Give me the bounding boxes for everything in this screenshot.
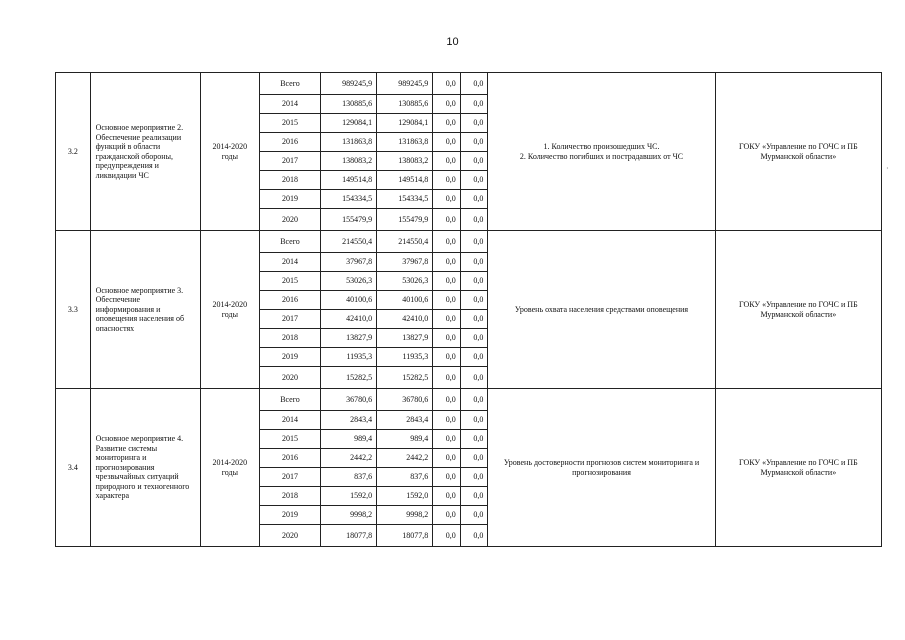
federal-value-cell: 0,0: [433, 329, 461, 348]
federal-value-cell: 0,0: [433, 253, 461, 272]
total-value-cell: 149514,8: [321, 171, 377, 190]
measure-period: 2014-2020 годы: [200, 231, 259, 389]
other-value-cell: 0,0: [460, 348, 488, 367]
federal-value-cell: 0,0: [433, 133, 461, 152]
year-cell: 2019: [259, 190, 320, 209]
year-cell: 2018: [259, 171, 320, 190]
regional-value-cell: 989245,9: [377, 73, 433, 95]
total-value-cell: 37967,8: [321, 253, 377, 272]
table-body: [56, 73, 882, 547]
regional-value-cell: 18077,8: [377, 525, 433, 547]
other-value-cell: 0,0: [460, 367, 488, 389]
year-cell: 2015: [259, 272, 320, 291]
total-value-cell: 2843,4: [321, 411, 377, 430]
other-value-cell: 0,0: [460, 525, 488, 547]
year-cell: 2017: [259, 152, 320, 171]
total-value-cell: 130885,6: [321, 95, 377, 114]
federal-value-cell: 0,0: [433, 152, 461, 171]
year-cell: 2018: [259, 487, 320, 506]
measure-title: Основное мероприятие 4. Развитие системы мониторинга и прогнозирования чрезвычайных ситуаций природного и техногенного характера: [90, 389, 200, 547]
year-cell: 2015: [259, 430, 320, 449]
year-cell: 2014: [259, 95, 320, 114]
page-number: 10: [446, 36, 459, 48]
regional-value-cell: 130885,6: [377, 95, 433, 114]
year-cell: Всего: [259, 389, 320, 411]
federal-value-cell: 0,0: [433, 525, 461, 547]
regional-value-cell: 149514,8: [377, 171, 433, 190]
total-value-cell: 131863,8: [321, 133, 377, 152]
total-value-cell: 155479,9: [321, 209, 377, 231]
other-value-cell: 0,0: [460, 329, 488, 348]
regional-value-cell: 36780,6: [377, 389, 433, 411]
federal-value-cell: 0,0: [433, 506, 461, 525]
year-cell: 2014: [259, 253, 320, 272]
regional-value-cell: 837,6: [377, 468, 433, 487]
other-value-cell: 0,0: [460, 449, 488, 468]
regional-value-cell: 138083,2: [377, 152, 433, 171]
year-cell: Всего: [259, 231, 320, 253]
other-value-cell: 0,0: [460, 171, 488, 190]
regional-value-cell: 155479,9: [377, 209, 433, 231]
other-value-cell: 0,0: [460, 73, 488, 95]
federal-value-cell: 0,0: [433, 291, 461, 310]
other-value-cell: 0,0: [460, 133, 488, 152]
federal-value-cell: 0,0: [433, 190, 461, 209]
regional-value-cell: 989,4: [377, 430, 433, 449]
regional-value-cell: 40100,6: [377, 291, 433, 310]
other-value-cell: 0,0: [460, 114, 488, 133]
measure-number: 3.3: [56, 231, 91, 389]
regional-value-cell: 15282,5: [377, 367, 433, 389]
federal-value-cell: 0,0: [433, 272, 461, 291]
federal-value-cell: 0,0: [433, 171, 461, 190]
indicator-cell: Уровень достоверности прогнозов систем мониторинга и прогнозирования: [488, 389, 715, 547]
margin-mark: ·: [886, 164, 889, 173]
total-value-cell: 214550,4: [321, 231, 377, 253]
table-row: [56, 231, 882, 253]
table-row: [56, 73, 882, 95]
regional-value-cell: 13827,9: [377, 329, 433, 348]
other-value-cell: 0,0: [460, 209, 488, 231]
federal-value-cell: 0,0: [433, 348, 461, 367]
regional-value-cell: 37967,8: [377, 253, 433, 272]
federal-value-cell: 0,0: [433, 114, 461, 133]
total-value-cell: 36780,6: [321, 389, 377, 411]
regional-value-cell: 214550,4: [377, 231, 433, 253]
year-cell: 2015: [259, 114, 320, 133]
other-value-cell: 0,0: [460, 272, 488, 291]
total-value-cell: 42410,0: [321, 310, 377, 329]
total-value-cell: 138083,2: [321, 152, 377, 171]
regional-value-cell: 131863,8: [377, 133, 433, 152]
measure-number: 3.2: [56, 73, 91, 231]
year-cell: 2016: [259, 449, 320, 468]
other-value-cell: 0,0: [460, 253, 488, 272]
total-value-cell: 18077,8: [321, 525, 377, 547]
regional-value-cell: 129084,1: [377, 114, 433, 133]
federal-value-cell: 0,0: [433, 310, 461, 329]
year-cell: 2016: [259, 291, 320, 310]
total-value-cell: 129084,1: [321, 114, 377, 133]
program-measures-table: [55, 72, 882, 547]
total-value-cell: 13827,9: [321, 329, 377, 348]
year-cell: 2019: [259, 348, 320, 367]
measure-period: 2014-2020 годы: [200, 389, 259, 547]
other-value-cell: 0,0: [460, 95, 488, 114]
year-cell: 2016: [259, 133, 320, 152]
regional-value-cell: 11935,3: [377, 348, 433, 367]
total-value-cell: 154334,5: [321, 190, 377, 209]
year-cell: 2020: [259, 209, 320, 231]
total-value-cell: 53026,3: [321, 272, 377, 291]
other-value-cell: 0,0: [460, 411, 488, 430]
other-value-cell: 0,0: [460, 506, 488, 525]
total-value-cell: 1592,0: [321, 487, 377, 506]
federal-value-cell: 0,0: [433, 430, 461, 449]
year-cell: 2014: [259, 411, 320, 430]
regional-value-cell: 9998,2: [377, 506, 433, 525]
other-value-cell: 0,0: [460, 487, 488, 506]
federal-value-cell: 0,0: [433, 231, 461, 253]
year-cell: 2020: [259, 525, 320, 547]
other-value-cell: 0,0: [460, 430, 488, 449]
year-cell: 2017: [259, 468, 320, 487]
regional-value-cell: 2442,2: [377, 449, 433, 468]
year-cell: 2018: [259, 329, 320, 348]
federal-value-cell: 0,0: [433, 411, 461, 430]
other-value-cell: 0,0: [460, 468, 488, 487]
federal-value-cell: 0,0: [433, 468, 461, 487]
executor-cell: ГОКУ «Управление по ГОЧС и ПБ Мурманской области»: [715, 389, 881, 547]
other-value-cell: 0,0: [460, 291, 488, 310]
total-value-cell: 837,6: [321, 468, 377, 487]
other-value-cell: 0,0: [460, 190, 488, 209]
total-value-cell: 2442,2: [321, 449, 377, 468]
other-value-cell: 0,0: [460, 231, 488, 253]
indicator-cell: 1. Количество произошедших ЧС. 2. Количество погибших и пострадавших от ЧС: [488, 73, 715, 231]
federal-value-cell: 0,0: [433, 487, 461, 506]
total-value-cell: 15282,5: [321, 367, 377, 389]
federal-value-cell: 0,0: [433, 95, 461, 114]
total-value-cell: 40100,6: [321, 291, 377, 310]
year-cell: Всего: [259, 73, 320, 95]
executor-cell: ГОКУ «Управление по ГОЧС и ПБ Мурманской области»: [715, 231, 881, 389]
regional-value-cell: 42410,0: [377, 310, 433, 329]
measure-period: 2014-2020 годы: [200, 73, 259, 231]
total-value-cell: 989245,9: [321, 73, 377, 95]
federal-value-cell: 0,0: [433, 389, 461, 411]
executor-cell: ГОКУ «Управление по ГОЧС и ПБ Мурманской области»: [715, 73, 881, 231]
year-cell: 2019: [259, 506, 320, 525]
total-value-cell: 9998,2: [321, 506, 377, 525]
regional-value-cell: 154334,5: [377, 190, 433, 209]
federal-value-cell: 0,0: [433, 209, 461, 231]
federal-value-cell: 0,0: [433, 367, 461, 389]
other-value-cell: 0,0: [460, 389, 488, 411]
year-cell: 2020: [259, 367, 320, 389]
total-value-cell: 989,4: [321, 430, 377, 449]
regional-value-cell: 2843,4: [377, 411, 433, 430]
indicator-cell: Уровень охвата населения средствами оповещения: [488, 231, 715, 389]
other-value-cell: 0,0: [460, 152, 488, 171]
table-row: [56, 389, 882, 411]
measure-title: Основное мероприятие 3. Обеспечение информирования и оповещения населения об опасностях: [90, 231, 200, 389]
other-value-cell: 0,0: [460, 310, 488, 329]
year-cell: 2017: [259, 310, 320, 329]
federal-value-cell: 0,0: [433, 449, 461, 468]
regional-value-cell: 53026,3: [377, 272, 433, 291]
measure-title: Основное мероприятие 2. Обеспечение реализации функций в области гражданской обороны, предупреждения и ликвидации ЧС: [90, 73, 200, 231]
federal-value-cell: 0,0: [433, 73, 461, 95]
regional-value-cell: 1592,0: [377, 487, 433, 506]
measure-number: 3.4: [56, 389, 91, 547]
total-value-cell: 11935,3: [321, 348, 377, 367]
